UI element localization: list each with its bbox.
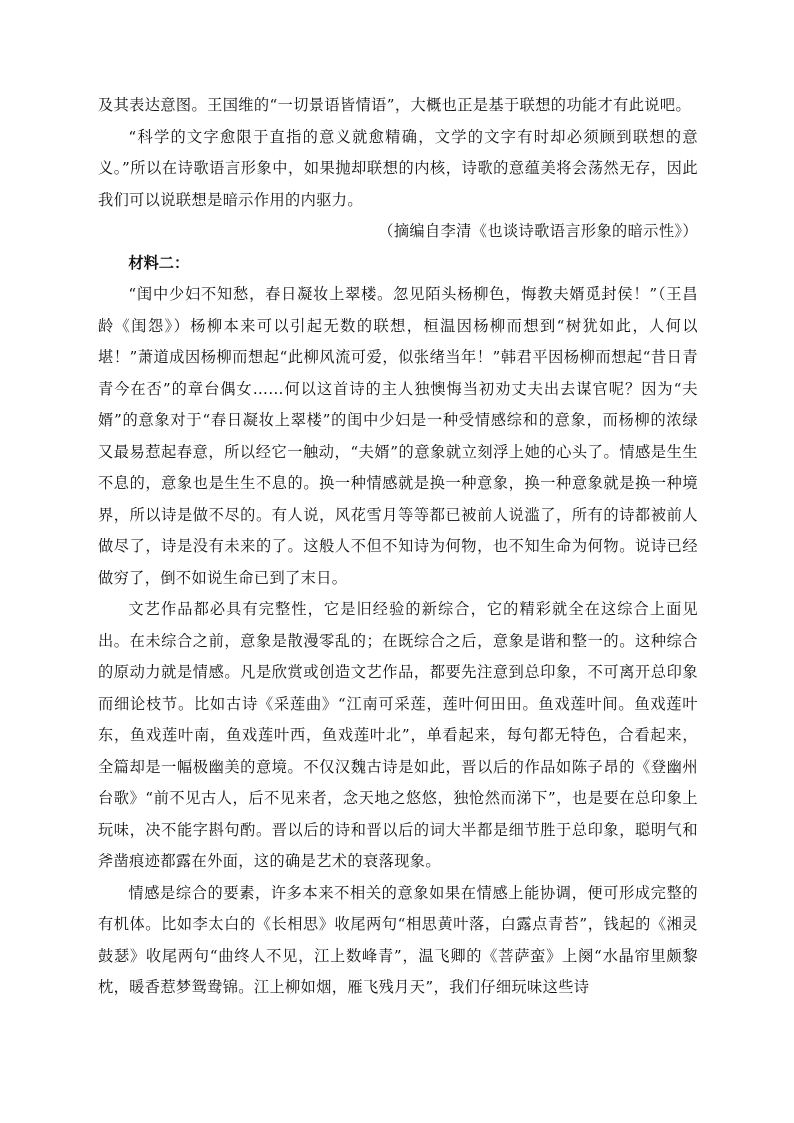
paragraph-3: “闺中少妇不知愁，春日凝妆上翠楼。忽见陌头杨柳色，悔教夫婿觅封侯！”（王昌龄《闺怨》）杨柳本来可以引起无数的联想，桓温因杨柳而想到“树犹如此，人何以堪！”萧道成因杨柳而想起“此柳风流可爱，似张绪当年！”韩君平因杨柳而想起“昔日青青今在否”的章台偶女……何以这首诗的主人独懊悔当初劝丈夫出去谋官呢？因为“夫婿”的意象对于“春日凝妆上翠楼”的闺中少妇是一种受情感综和的意象，而杨柳的浓绿又最易惹起春意，所以经它一触动，“夫婿”的意象就立刻浮上她的心头了。情感是生生不息的，意象也是生生不息的。换一种情感就是换一种意象，换一种意象就是换一种境界，所以诗是做不尽的。有人说，风花雪月等等都已被前人说滥了，所有的诗都被前人做尽了，诗是没有未来的了。这般人不但不知诗为何物，也不知生命为何物。说诗已经做穷了，倒不如说生命已到了末日。 [98,285,698,587]
paragraph-5: 情感是综合的要素，许多本来不相关的意象如果在情感上能协调，便可形成完整的有机体。比如李太白的《长相思》收尾两句“相思黄叶落，白露点青苔”，钱起的《湘灵鼓瑟》收尾两句“曲终人不见，江上数峰青”，温飞卿的《菩萨蛮》上阕“水晶帘里颇黎枕，暖香惹梦鸳鸯锦。江上柳如烟，雁飞残月天”，我们仔细玩味这些诗 [98,883,698,996]
paragraph-4: 文艺作品都必具有完整性，它是旧经验的新综合，它的精彩就全在这综合上面见出。在未综合之前，意象是散漫零乱的；在既综合之后，意象是谐和整一的。这种综合的原动力就是情感。凡是欣赏或创造文艺作品，都要先注意到总印象，不可离开总印象而细论枝节。比如古诗《采莲曲》“江南可采莲，莲叶何田田。鱼戏莲叶间。鱼戏莲叶东，鱼戏莲叶南，鱼戏莲叶西，鱼戏莲叶北”，单看起来，每句都无特色，合看起来，全篇却是一幅极幽美的意境。不仅汉魏古诗是如此，晋以后的作品如陈子昂的《登幽州台歌》“前不见古人，后不见来者，念天地之悠悠，独怆然而涕下”，也是要在总印象上玩味，决不能字斟句酌。晋以后的诗和晋以后的词大半都是细节胜于总印象，聪明气和斧凿痕迹都露在外面，这的确是艺术的衰落现象。 [98,600,698,870]
paragraph-2: “科学的文字愈限于直指的意义就愈精确，文学的文字有时却必须顾到联想的意义。”所以在诗歌语言形象中，如果抛却联想的内核，诗歌的意蕴美将会荡然无存，因此我们可以说联想是暗示作用的内驱力。 [98,127,698,209]
material-2-heading: 材料二： [128,253,190,272]
document-page [98,90,698,1004]
paragraph-1: 及其表达意图。王国维的“一切景语皆情语”，大概也正是基于联想的功能才有此说吧。 [98,96,692,114]
source-citation: （摘编自李清《也谈诗歌语言形象的暗示性》） [378,222,698,240]
